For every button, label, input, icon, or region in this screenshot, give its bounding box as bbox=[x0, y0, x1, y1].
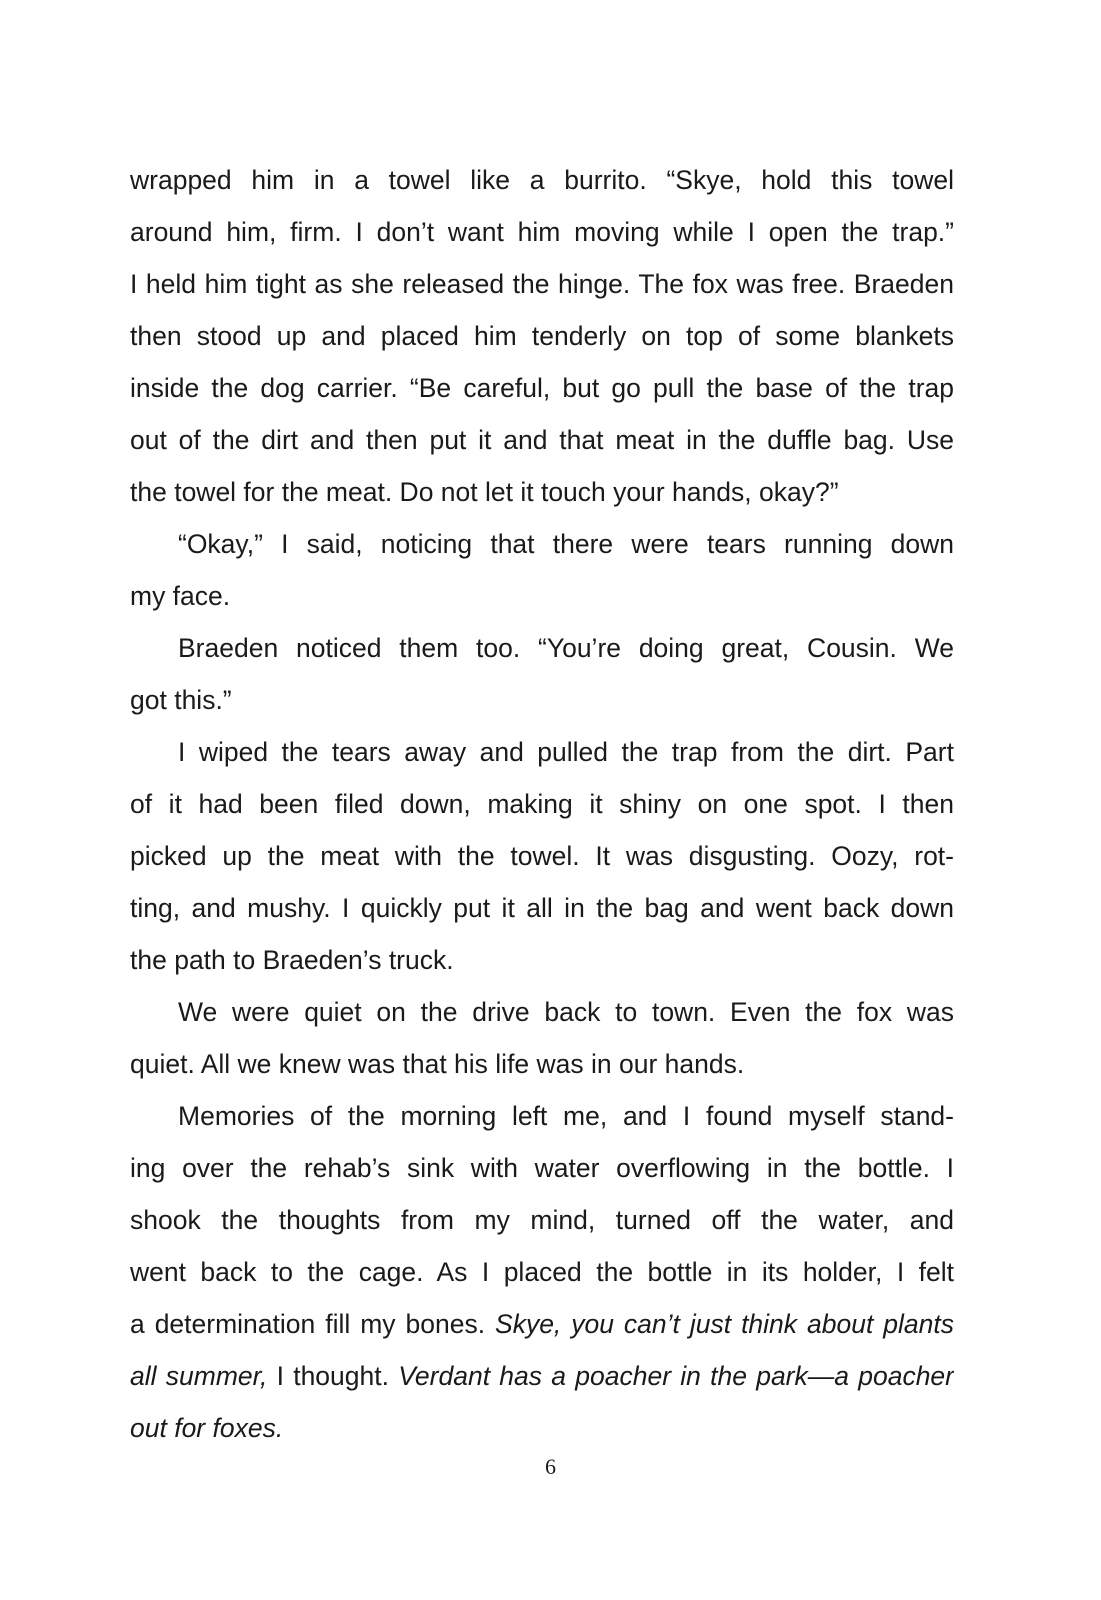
text-run: got this.” bbox=[130, 685, 232, 715]
text-line bbox=[130, 1246, 954, 1298]
text-line bbox=[130, 934, 954, 986]
text-run: I wiped the tears away and pulled the trap from the dirt. Part bbox=[178, 737, 954, 767]
text-run: I thought. bbox=[267, 1361, 399, 1391]
text-run: around him, firm. I don’t want him moving while I open the trap.” bbox=[130, 217, 954, 247]
italic-text: Verdant has a poacher in the park—a poacher bbox=[398, 1361, 954, 1391]
text-line bbox=[130, 986, 954, 1038]
text-line bbox=[130, 570, 954, 622]
text-line bbox=[130, 1298, 954, 1350]
text-line bbox=[130, 778, 954, 830]
text-run: ing over the rehab’s sink with water overflowing in the bottle. I bbox=[130, 1153, 954, 1183]
text-line bbox=[130, 518, 954, 570]
text-line bbox=[130, 1090, 954, 1142]
text-line bbox=[130, 206, 954, 258]
text-line bbox=[130, 258, 954, 310]
text-run: then stood up and placed him tenderly on top of some blankets bbox=[130, 321, 954, 351]
text-run: wrapped him in a towel like a burrito. “Skye, hold this towel bbox=[130, 165, 954, 195]
text-run: the path to Braeden’s truck. bbox=[130, 945, 454, 975]
text-run: ting, and mushy. I quickly put it all in the bag and went back down bbox=[130, 893, 954, 923]
text-line bbox=[130, 1194, 954, 1246]
text-run: We were quiet on the drive back to town. Even the fox was bbox=[178, 997, 954, 1027]
text-run: my face. bbox=[130, 581, 231, 611]
text-line bbox=[130, 1142, 954, 1194]
text-run: inside the dog carrier. “Be careful, but go pull the base of the trap bbox=[130, 373, 954, 403]
text-line bbox=[130, 310, 954, 362]
text-run: “Okay,” I said, noticing that there were tears running down bbox=[178, 529, 954, 559]
text-line bbox=[130, 674, 954, 726]
text-line bbox=[130, 154, 954, 206]
text-line bbox=[130, 882, 954, 934]
text-run: Memories of the morning left me, and I found myself stand- bbox=[178, 1101, 954, 1131]
text-run: went back to the cage. As I placed the bottle in its holder, I felt bbox=[130, 1257, 954, 1287]
text-line bbox=[130, 1350, 954, 1402]
text-run: out of the dirt and then put it and that meat in the duffle bag. Use bbox=[130, 425, 954, 455]
italic-text: Skye, you can’t just think about plants bbox=[495, 1309, 954, 1339]
text-run: I held him tight as she released the hinge. The fox was free. Braeden bbox=[130, 269, 954, 299]
text-line bbox=[130, 466, 954, 518]
text-line bbox=[130, 830, 954, 882]
text-run: Braeden noticed them too. “You’re doing great, Cousin. We bbox=[178, 633, 954, 663]
text-line bbox=[130, 414, 954, 466]
text-line bbox=[130, 1038, 954, 1090]
text-line bbox=[130, 362, 954, 414]
text-run: shook the thoughts from my mind, turned off the water, and bbox=[130, 1205, 954, 1235]
text-run: of it had been filed down, making it shiny on one spot. I then bbox=[130, 789, 954, 819]
italic-text: out for foxes. bbox=[130, 1413, 284, 1443]
page-number: 6 bbox=[545, 1454, 556, 1479]
italic-text: all summer, bbox=[130, 1361, 268, 1391]
text-run: quiet. All we knew was that his life was in our hands. bbox=[130, 1049, 745, 1079]
text-line bbox=[130, 622, 954, 674]
text-line bbox=[130, 726, 954, 778]
text-run: the towel for the meat. Do not let it touch your hands, okay?” bbox=[130, 477, 839, 507]
text-line bbox=[130, 1402, 954, 1454]
text-run: picked up the meat with the towel. It was disgusting. Oozy, rot- bbox=[130, 841, 954, 871]
body-text bbox=[130, 154, 954, 1454]
text-run: a determination fill my bones. bbox=[130, 1309, 496, 1339]
